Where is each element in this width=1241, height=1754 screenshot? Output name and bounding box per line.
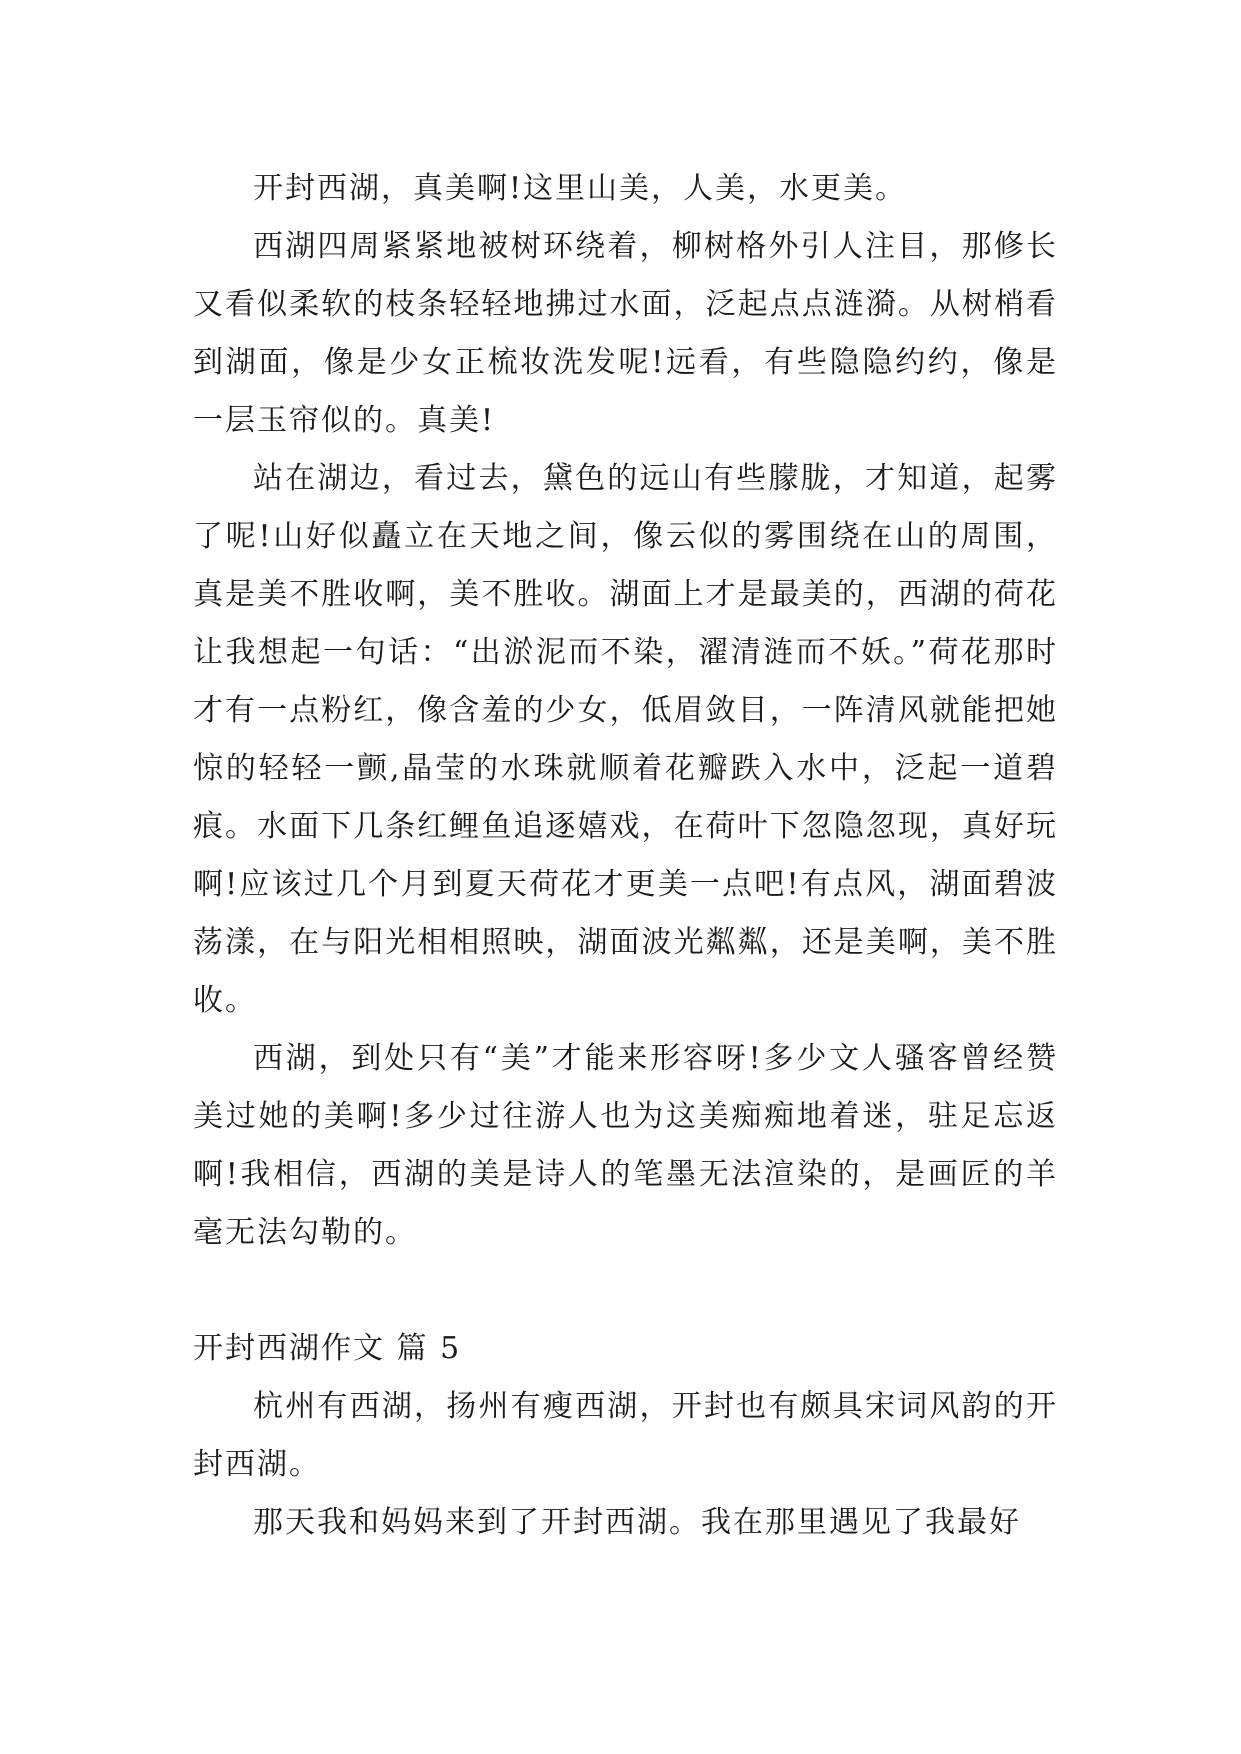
- paragraph-willows: 西湖四周紧紧地被树环绕着，柳树格外引人注目，那修长又看似柔软的枝条轻轻地拂过水面，泛起点点涟漪。从树梢看到湖面，像是少女正梳妆洗发呢!远看，有些隐隐约约，像是一层玉帘似的。真美!: [193, 229, 1058, 438]
- paragraph-intro: 开封西湖，真美啊!这里山美，人美，水更美。: [253, 171, 908, 206]
- paragraph-visit: 那天我和妈妈来到了开封西湖。我在那里遇见了我最好: [253, 1505, 1021, 1540]
- section-heading: 开封西湖作文 篇 5: [193, 1331, 462, 1366]
- document-body: [193, 160, 1058, 1552]
- paragraph-praise: 西湖，到处只有“美”才能来形容呀!多少文人骚客曾经赞美过她的美啊!多少过往游人也为这美痴痴地着迷，驻足忘返啊!我相信，西湖的美是诗人的笔墨无法渲染的，是画匠的羊毫无法勾勒的。: [193, 1041, 1058, 1250]
- paragraph-lakeside: 站在湖边，看过去，黛色的远山有些朦胧，才知道，起雾了呢!山好似矗立在天地之间，像云似的雾围绕在山的周围，真是美不胜收啊，美不胜收。湖面上才是最美的，西湖的荷花让我想起一句话：“出淤泥而不染，濯清涟而不妖。”荷花那时才有一点粉红，像含羞的少女，低眉敛目，一阵清风就能把她惊的轻轻一颤,晶莹的水珠就顺着花瓣跌入水中，泛起一道碧痕。水面下几条红鲤鱼追逐嬉戏，在荷叶下忽隐忽现，真好玩啊!应该过几个月到夏天荷花才更美一点吧!有点风，湖面碧波荡漾，在与阳光相相照映，湖面波光粼粼，还是美啊，美不胜收。: [193, 461, 1058, 1018]
- paragraph-hangzhou: 杭州有西湖，扬州有瘦西湖，开封也有颇具宋词风韵的开封西湖。: [193, 1389, 1058, 1482]
